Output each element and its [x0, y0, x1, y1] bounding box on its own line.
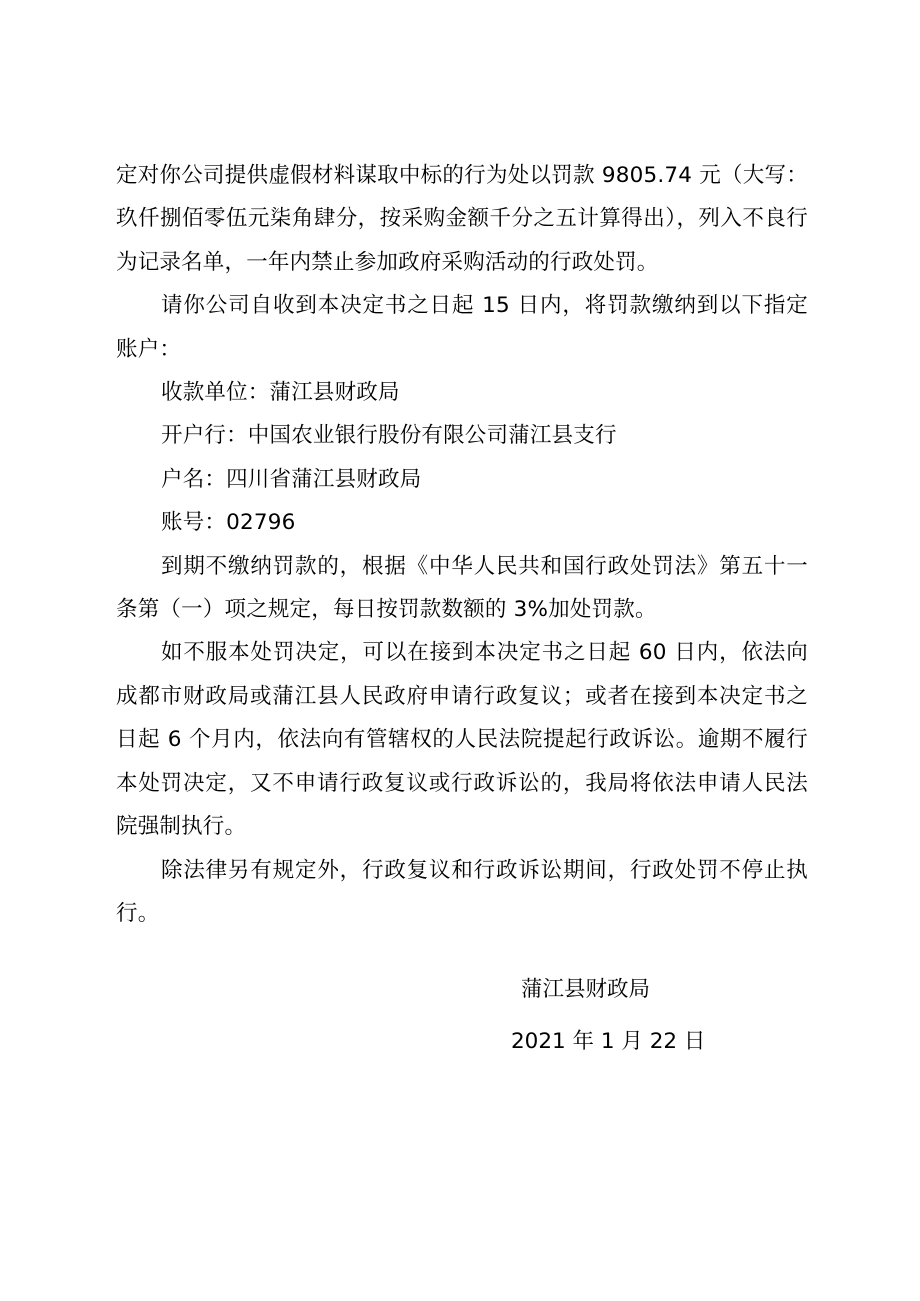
paragraph-late-fee: 到期不缴纳罚款的，根据《中华人民共和国行政处罚法》第五十一条第（一）项之规定，每日按罚款数额的 3%加处罚款。	[116, 553, 808, 623]
signature-date: 2021 年 1 月 22 日	[511, 1029, 706, 1054]
paragraph-bank: 开户行：中国农业银行股份有限公司蒲江县支行	[161, 423, 617, 449]
paragraph-payment-deadline: 请你公司自收到本决定书之日起 15 日内，将罚款缴纳到以下指定账户：	[116, 293, 808, 362]
document-body	[116, 154, 808, 935]
paragraph-account-number: 账号：02796	[161, 510, 296, 536]
paragraph-appeal: 如不服本处罚决定，可以在接到本决定书之日起 60 日内，依法向成都市财政局或蒲江县人民政府申请行政复议；或者在接到本决定书之日起 6 个月内，依法向有管辖权的人民法院提起行政诉讼。逾期不履行本处罚决定，又不申请行政复议或行政诉讼的，我局将依法申请人民法院强制执行。	[116, 640, 808, 840]
paragraph-penalty-decision: 定对你公司提供虚假材料谋取中标的行为处以罚款 9805.74 元（大写：玖仟捌佰零伍元柒角肆分，按采购金额千分之五计算得出），列入不良行为记录名单，一年内禁止参加政府采购活动的行政处罚。	[116, 163, 808, 275]
paragraph-account-name: 户名：四川省蒲江县财政局	[161, 466, 422, 492]
paragraph-payee: 收款单位：蒲江县财政局	[161, 380, 400, 406]
signature-organization: 蒲江县财政局	[521, 977, 651, 1002]
paragraph-execution: 除法律另有规定外，行政复议和行政诉讼期间，行政处罚不停止执行。	[116, 857, 808, 926]
